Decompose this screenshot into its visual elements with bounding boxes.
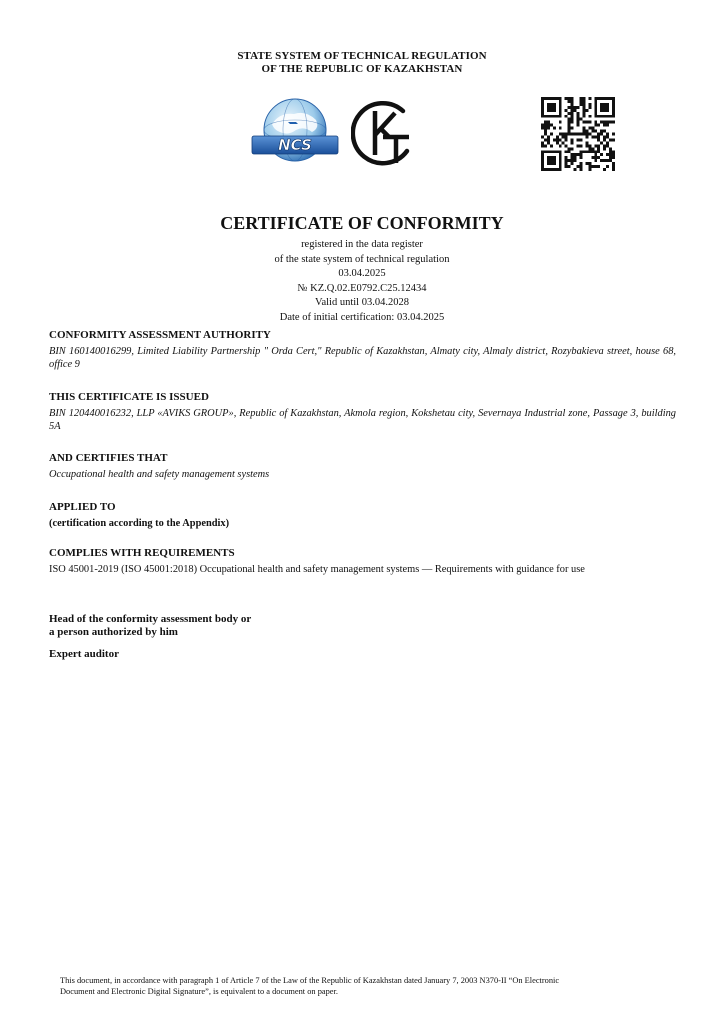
section-body: (certification according to the Appendix) xyxy=(49,518,230,529)
footer-line-2: Document and Electronic Digital Signature”, is equivalent to a document on paper. xyxy=(60,986,338,996)
certificate-title: CERTIFICATE OF CONFORMITY xyxy=(220,213,504,233)
registration-line-2: of the state system of technical regulation xyxy=(274,253,450,265)
section-complies-with-requirements xyxy=(49,547,676,576)
section-body: Occupational health and safety management systems xyxy=(49,469,270,480)
footer-line-1: This document, in accordance with paragraph 1 of Article 7 of the Law of the Republic of Kazakhstan dated January 7, 2003 N370-II “On Electronic xyxy=(60,976,560,985)
section-title: THIS CERTIFICATE IS ISSUED xyxy=(49,391,209,403)
section-title: AND CERTIFIES THAT xyxy=(49,452,168,464)
section-title: COMPLIES WITH REQUIREMENTS xyxy=(49,547,235,559)
section-applied-to xyxy=(49,501,676,530)
header-line-1: STATE SYSTEM OF TECHNICAL REGULATION xyxy=(237,50,487,62)
section-body: BIN 120440016232, LLP «AVIKS GROUP», Republic of Kazakhstan, Akmola region, Kokshetau city, Severnaya Industrial zone, Passage 3, building 5A xyxy=(49,408,676,432)
registration-block xyxy=(0,238,724,326)
section-assessment-authority xyxy=(49,329,676,371)
head-of-body-signatory xyxy=(49,613,251,639)
ncs-logo-text: NCS xyxy=(278,136,312,154)
section-certifies-that xyxy=(49,452,676,481)
expert-auditor-signatory: Expert auditor xyxy=(49,648,119,660)
section-body: ISO 45001-2019 (ISO 45001:2018) Occupational health and safety management systems — Requirements with guidance for use xyxy=(49,564,585,575)
ncs-globe-logo xyxy=(250,96,340,170)
certificate-number: № KZ.Q.02.E0792.C25.12434 xyxy=(297,282,427,294)
valid-until: Valid until 03.04.2028 xyxy=(315,297,409,309)
signatory-line-1: Head of the conformity assessment body or xyxy=(49,613,252,625)
registration-date: 03.04.2025 xyxy=(338,268,386,280)
section-title: APPLIED TO xyxy=(49,501,116,513)
initial-certification-date: Date of initial certification: 03.04.2025 xyxy=(279,311,445,323)
section-certificate-issued xyxy=(49,391,676,433)
section-body: BIN 160140016299, Limited Liability Partnership " Orda Cert," Republic of Kazakhstan, Almaty city, Almaly district, Rozybakieva street, house 68, office 9 xyxy=(49,346,676,370)
section-title: CONFORMITY ASSESSMENT AUTHORITY xyxy=(49,329,271,341)
footer-legal-note xyxy=(60,976,670,997)
header-line-2: OF THE REPUBLIC OF KAZAKHSTAN xyxy=(261,63,463,75)
kt-conformity-mark xyxy=(351,97,421,169)
registration-line-1: registered in the data register xyxy=(301,239,423,250)
qr-code-icon xyxy=(541,97,615,171)
signatory-line-2: a person authorized by him xyxy=(49,626,178,638)
document-header xyxy=(0,50,724,76)
